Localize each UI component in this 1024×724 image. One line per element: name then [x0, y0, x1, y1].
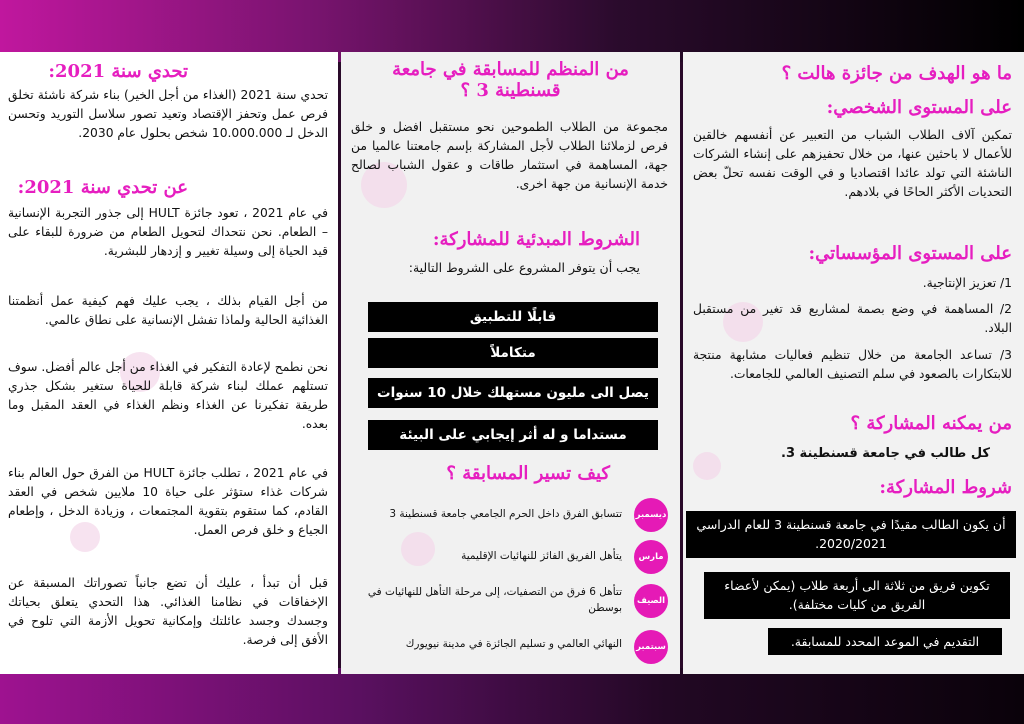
about-paragraph-3: نحن نطمح لإعادة التفكير في الغذاء من أجل عالم أفضل. سوف تستلهم عملك لبناء شركة قابلة للحياة ستغير بشكل جذري طريقة تفكيرنا عن الغذاء ونظم الغذاء في العقد المقبل وما بعده.: [8, 360, 328, 432]
timeline-item: [355, 630, 668, 670]
prereq-box-3: يصل الى مليون مستهلك خلال 10 سنوات: [368, 378, 658, 408]
organizer-intro: مجموعة من الطلاب الطموحين نحو مستقبل افضل و خلق فرص لزملائنا الطلاب لأجل المشاركة بإسم جامعتنا عالميا من جهة، المساهمة في استثمار طاقات و عقول الشباب لصالح خدمة الإنسانية من جهة اخرى.: [351, 120, 668, 192]
timeline: [355, 498, 668, 668]
organizer-title: من المنظم للمسابقة في جامعة قسنطينة 3 ؟: [392, 59, 629, 101]
goal-title: ما هو الهدف من جائزة هالت ؟: [781, 63, 1012, 84]
challenge-2021-text: تحدي سنة 2021 (الغذاء من أجل الخير) بناء شركة ناشئة تخلق فرص عمل وتحفز الإقتصاد وتعيد تصور سلاسل التوريد وتحسن الدخل لـ 10.000.000 شخص بحلول عام 2030.: [8, 88, 328, 141]
timeline-text: تتسابق الفرق داخل الحرم الجامعي جامعة قسنطينة 3: [389, 508, 622, 520]
challenge-2021-heading: تحدي سنة 2021:: [48, 61, 188, 82]
month-badge: الصيف: [634, 584, 668, 618]
inst-item-2: 2/ المساهمة في وضع بصمة لمشاريع قد تغير من مستقبل البلاد.: [693, 302, 1012, 336]
institutional-level-heading: على المستوى المؤسساتي:: [808, 243, 1012, 264]
about-paragraph-5: قبل أن تبدأ ، عليك أن تضع جانباً تصوراتك المسبقة عن الإخفاقات في نظامنا الغذائي. هذا التحدي يتعلق بحياتك وجسدك وجسد عائلتك وإمكانية تحويل الأزمة التي تلوح في الأفق إلى فرصة.: [8, 576, 328, 648]
inst-item-3: 3/ تساعد الجامعة من خلال تنظيم فعاليات مشابهة منتجة للابتكارات بالصعود في سلم التصنيف العالمي للجامعات.: [693, 348, 1012, 382]
personal-level-text: تمكين آلاف الطلاب الشباب من التعبير عن أنفسهم خالقين للأعمال لا باحثين عنها، من خلال تحفيزهم على إنشاء الشركات الناشئة التي تولد عائدا اقتصاديا و في الوقت نفسه تحلّ بعض التحديات الأكثر الحاحًا في بلادهم.: [693, 128, 1012, 200]
prereq-box-2: متكاملاً: [368, 338, 658, 368]
prereq-box-1: قابلًا للتطبيق: [368, 302, 658, 332]
right-panel: [683, 52, 1024, 674]
timeline-text: يتأهل الفريق الفائز للنهائيات الإقليمية: [461, 550, 622, 562]
prerequisites-intro: يجب أن يتوفر المشروع على الشروط التالية:: [408, 260, 640, 275]
month-badge: سبتمبر: [634, 630, 668, 664]
condition-box-3: التقديم في الموعد المحدد للمسابقة.: [768, 628, 1002, 655]
middle-panel: [341, 52, 680, 674]
timeline-item: [355, 584, 668, 624]
about-paragraph-2: من أجل القيام بذلك ، يجب عليك فهم كيفية عمل أنظمتنا الغذائية الحالية ولماذا تفشل الإنسانية على نطاق عالمي.: [8, 294, 328, 328]
prereq-box-4: مستداما و له أثر إيجابي على البيئة: [368, 420, 658, 450]
participation-conditions-heading: شروط المشاركة:: [879, 477, 1012, 498]
timeline-text: النهائي العالمي و تسليم الجائزة في مدينة نيويورك: [405, 638, 622, 650]
timeline-item: [355, 540, 668, 580]
who-can-participate-heading: من يمكنه المشاركة ؟: [850, 413, 1012, 434]
about-paragraph-1: في عام 2021 ، تعود جائزة HULT إلى جذور التجربة الإنسانية – الطعام. نحن نتحداك لتحويل الطعام من ضرورة للبقاء على قيد الحياة إلى وسيلة تغيير و إزدهار للبشرية.: [8, 206, 328, 259]
timeline-item: [355, 498, 668, 538]
how-competition-works-heading: كيف تسير المسابقة ؟: [446, 463, 610, 484]
inst-item-1: 1/ تعزيز الإنتاجية.: [922, 276, 1012, 290]
footer-gradient-band: [0, 668, 1024, 724]
month-badge: ديسمبر: [634, 498, 668, 532]
condition-box-1: أن يكون الطالب مقيدًا في جامعة قسنطينة 3 للعام الدراسي 2020/2021.: [686, 511, 1016, 558]
personal-level-heading: على المستوى الشخصي:: [826, 97, 1012, 118]
condition-box-2: تكوين فريق من ثلاثة الى أربعة طلاب (يمكن لأعضاء الفريق من كليات مختلفة).: [704, 572, 1010, 619]
timeline-text: تتأهل 6 فرق من التصفيات، إلى مرحلة التأهل للنهائيات في بوسطن: [367, 586, 622, 615]
about-paragraph-4: في عام 2021 ، تطلب جائزة HULT من الفرق حول العالم بناء شركات غذاء ستؤثر على حياة 10 ملايين شخص في العقد القادم، كما ستقوم بتقوية المجتمعات ، وزيادة الدخل ، وإطعام الجياع و خلق فرص العمل.: [8, 466, 328, 538]
about-challenge-heading: عن تحدي سنة 2021:: [17, 177, 188, 198]
prerequisites-heading: الشروط المبدئية للمشاركة:: [432, 229, 640, 250]
left-panel: [0, 52, 338, 674]
month-badge: مارس: [634, 540, 668, 574]
who-can-participate-text: كل طالب في جامعة قسنطينة 3.: [781, 446, 990, 461]
